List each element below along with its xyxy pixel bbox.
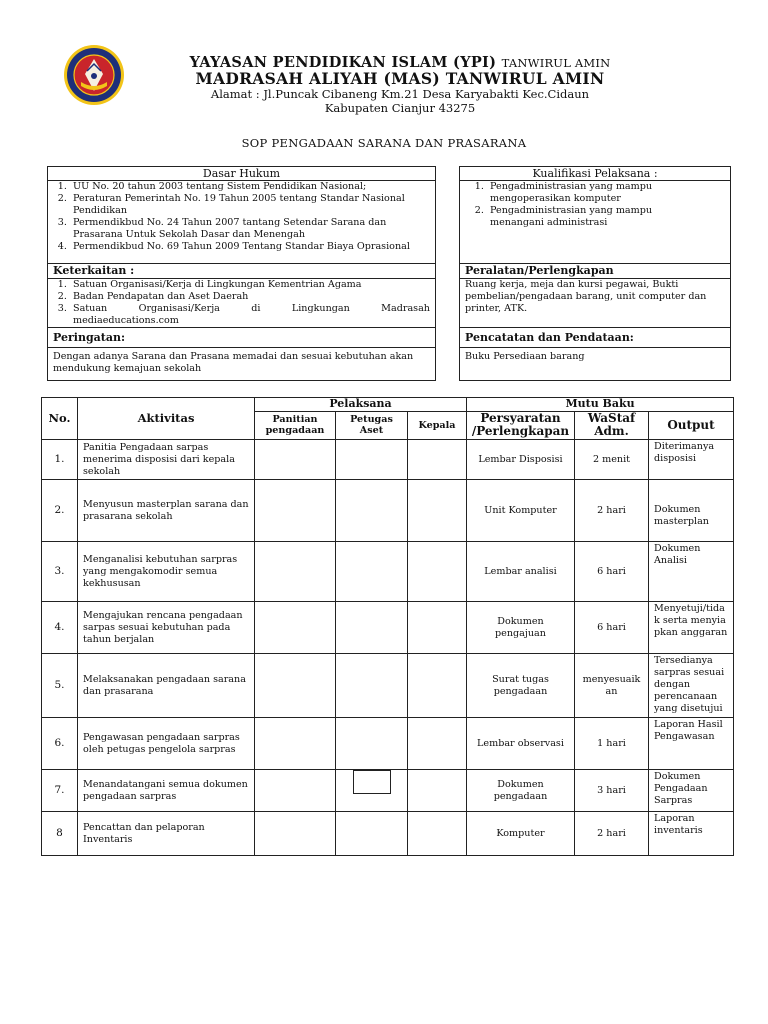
kualifikasi-list: [460, 181, 731, 264]
col-header-persyaratan: Persyaratan /Perlengkapan: [467, 411, 575, 440]
row-output: Laporan Hasil Pengawasan: [649, 718, 734, 770]
row-output: Diterimanya disposisi: [649, 440, 734, 480]
peringatan-text: Dengan adanya Sarana dan Prasana memadai dan sesuai kebutuhan akan mendukung kemajuan sekolah: [48, 348, 436, 381]
document-title: SOP PENGADAAN SARANA DAN PRASARANA: [241, 136, 527, 150]
row-waktu: 6 hari: [575, 602, 649, 654]
row-persyaratan: Lembar Disposisi: [467, 440, 575, 480]
col-header-pelaksana: Pelaksana: [255, 398, 467, 412]
row-persyaratan: Komputer: [467, 812, 575, 856]
school-name: MADRASAH ALIYAH (MAS) TANWIRUL AMIN: [195, 69, 605, 88]
row-waktu: 3 hari: [575, 770, 649, 812]
process-box: [353, 770, 391, 794]
list-item: 1. Satuan Organisasi/Kerja di Lingkungan Kementrian Agama: [70, 279, 430, 291]
row-no: 8: [42, 812, 78, 856]
keterkaitan-list: [48, 279, 436, 328]
row-waktu: 2 hari: [575, 812, 649, 856]
row-no: 1.: [42, 440, 78, 480]
list-item: 3. Permendikbud No. 24 Tahun 2007 tantang Setendar Sarana dan Prasarana Untuk Sekolah Dasar dan Menengah: [70, 217, 430, 241]
list-item: 2. Pengadministrasian yang mampu menangani administrasi: [487, 205, 725, 229]
row-aktivitas: Pencattan dan pelaporan Inventaris: [78, 812, 255, 856]
col-header-wastaf: WaStaf Adm.: [575, 411, 649, 440]
row-waktu: 6 hari: [575, 542, 649, 602]
row-persyaratan: Lembar observasi: [467, 718, 575, 770]
col-header-kepala: Kepala: [408, 411, 467, 440]
row-aktivitas: Melaksanakan pengadaan sarana dan prasarana: [78, 654, 255, 718]
list-item: 3. Satuan Organisasi/Kerja di Lingkungan Madrasah: [70, 303, 430, 315]
row-persyaratan: Lembar analisi: [467, 542, 575, 602]
row-waktu: menyesuaikan: [575, 654, 649, 718]
row-persyaratan: Dokumen pengajuan: [467, 602, 575, 654]
sop-info-table: [47, 166, 731, 381]
pencatatan-title: Pencatatan dan Pendataan:: [460, 328, 731, 348]
row-output: Dokumen Pengadaan Sarpras: [649, 770, 734, 812]
table-row: [42, 542, 734, 602]
row-no: 5.: [42, 654, 78, 718]
row-output: Laporan inventaris: [649, 812, 734, 856]
table-row: [42, 440, 734, 480]
list-item: 1. UU No. 20 tahun 2003 tentang Sistem Pendidikan Nasional;: [70, 181, 430, 193]
row-waktu: 2 hari: [575, 480, 649, 542]
row-aktivitas: Menganalisi kebutuhan sarpras yang mengakomodir semua kekhususan: [78, 542, 255, 602]
dasar-hukum-list: [48, 181, 436, 264]
col-header-no: No.: [42, 398, 78, 440]
row-persyaratan: Dokumen pengadaan: [467, 770, 575, 812]
activity-table: [41, 397, 734, 856]
row-waktu: 1 hari: [575, 718, 649, 770]
pencatatan-text: Buku Persediaan barang: [460, 348, 731, 381]
col-header-petugas: Petugas Aset: [336, 411, 408, 440]
row-persyaratan: Surat tugas pengadaan: [467, 654, 575, 718]
keterkaitan-note: mediaeducations.com: [73, 314, 179, 326]
school-address: Alamat : Jl.Puncak Cibaneng Km.21 Desa Karyabakti Kec.Cidaun: [210, 87, 590, 101]
row-aktivitas: Menyusun masterplan sarana dan prasarana sekolah: [78, 480, 255, 542]
list-item: 2. Peraturan Pemerintah No. 19 Tahun 2005 tentang Standar Nasional Pendidikan: [70, 193, 430, 217]
row-aktivitas: Panitia Pengadaan sarpas menerima disposisi dari kepala sekolah: [78, 440, 255, 480]
school-logo-icon: [63, 44, 125, 106]
row-waktu: 2 menit: [575, 440, 649, 480]
peringatan-title: Peringatan:: [48, 328, 436, 348]
row-no: 2.: [42, 480, 78, 542]
school-region: Kabupaten Cianjur 43275: [324, 101, 476, 115]
row-no: 6.: [42, 718, 78, 770]
row-aktivitas: Mengajukan rencana pengadaan sarpas sesuai kebutuhan pada tahun berjalan: [78, 602, 255, 654]
row-output: Dokumen Analisi: [649, 542, 734, 602]
peralatan-title: Peralatan/Perlengkapan: [460, 264, 731, 279]
dasar-hukum-title: Dasar Hukum: [48, 167, 436, 181]
row-output: Tersedianya sarpras sesuai dengan perencanaan yang disetujui: [649, 654, 734, 718]
row-no: 3.: [42, 542, 78, 602]
row-output: Menyetuji/tidak serta menyiapkan anggaran: [649, 602, 734, 654]
table-row: [42, 770, 734, 812]
list-item: 2. Badan Pendapatan dan Aset Daerah: [70, 291, 430, 303]
table-row: [42, 602, 734, 654]
col-header-aktivitas: Aktivitas: [78, 398, 255, 440]
col-header-output: Output: [649, 411, 734, 440]
row-aktivitas: Pengawasan pengadaan sarpras oleh petugas pengelola sarpras: [78, 718, 255, 770]
row-aktivitas: Menandatangani semua dokumen pengadaan sarpras: [78, 770, 255, 812]
keterkaitan-title: Keterkaitan :: [48, 264, 436, 279]
table-row: [42, 480, 734, 542]
list-item: 1. Pengadministrasian yang mampu mengoperasikan komputer: [487, 181, 725, 205]
table-row: [42, 654, 734, 718]
list-item: 4. Permendikbud No. 69 Tahun 2009 Tentang Standar Biaya Oprasional: [70, 241, 430, 253]
table-row: [42, 812, 734, 856]
row-no: 7.: [42, 770, 78, 812]
col-header-mutu-baku: Mutu Baku: [467, 398, 734, 412]
col-header-panitian: Panitian pengadaan: [255, 411, 336, 440]
kualifikasi-title: Kualifikasi Pelaksana :: [460, 167, 731, 181]
table-row: [42, 718, 734, 770]
row-output: Dokumen masterplan: [649, 480, 734, 542]
row-no: 4.: [42, 602, 78, 654]
peralatan-text: Ruang kerja, meja dan kursi pegawai, Bukti pembelian/pengadaan barang, unit computer dan printer, ATK.: [460, 279, 731, 328]
row-persyaratan: Unit Komputer: [467, 480, 575, 542]
foundation-name: YAYASAN PENDIDIKAN ISLAM (YPI) TANWIRUL AMIN: [189, 54, 611, 71]
